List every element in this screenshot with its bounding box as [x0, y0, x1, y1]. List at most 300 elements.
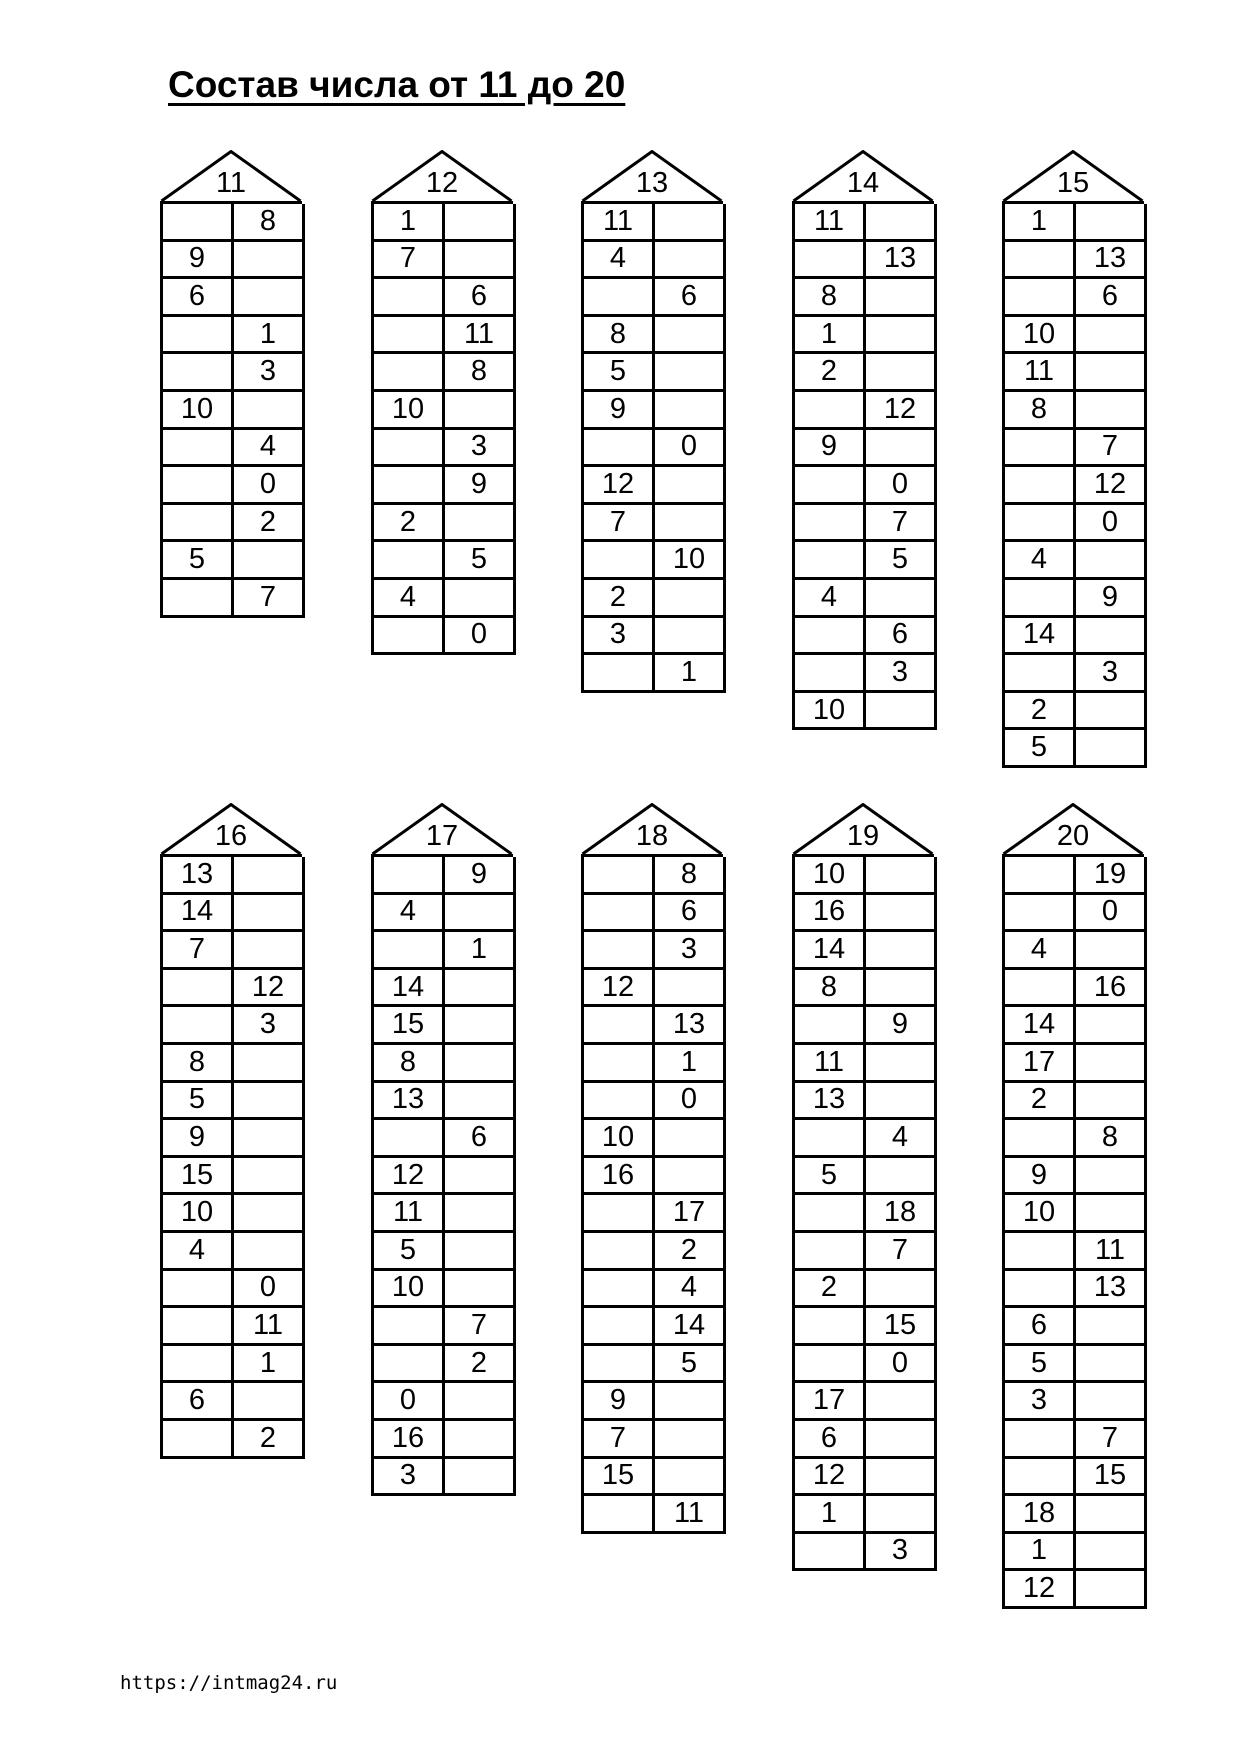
left-cell: 8 — [374, 1045, 445, 1083]
right-cell: 6 — [655, 279, 726, 317]
left-cell: 5 — [584, 354, 655, 392]
right-cell: 1 — [655, 655, 726, 693]
right-cell: 13 — [655, 1007, 726, 1045]
house-grid — [581, 201, 723, 693]
left-cell — [795, 505, 866, 543]
right-cell — [234, 1233, 305, 1271]
left-cell: 10 — [1005, 317, 1076, 355]
left-cell — [584, 932, 655, 970]
house-number: 20 — [1056, 820, 1090, 852]
right-cell: 12 — [234, 970, 305, 1008]
right-cell: 3 — [445, 430, 516, 468]
left-cell — [795, 1534, 866, 1572]
right-cell — [445, 895, 516, 933]
house-grid — [1002, 854, 1144, 1609]
left-cell — [163, 1308, 234, 1346]
left-cell — [163, 505, 234, 543]
right-cell: 0 — [1076, 895, 1147, 933]
left-cell: 3 — [374, 1459, 445, 1497]
house-number: 16 — [214, 820, 248, 852]
right-cell: 6 — [866, 618, 937, 656]
right-cell: 0 — [655, 430, 726, 468]
left-cell: 8 — [795, 970, 866, 1008]
left-cell — [374, 467, 445, 505]
right-cell — [1076, 1496, 1147, 1534]
right-cell: 4 — [866, 1120, 937, 1158]
right-cell — [234, 932, 305, 970]
source-url: https://intmag24.ru — [120, 1672, 338, 1694]
left-cell: 7 — [584, 505, 655, 543]
left-cell: 5 — [1005, 1346, 1076, 1384]
right-cell — [445, 1195, 516, 1233]
left-cell — [1005, 655, 1076, 693]
left-cell: 16 — [584, 1158, 655, 1196]
right-cell: 7 — [866, 1233, 937, 1271]
left-cell — [374, 1346, 445, 1384]
left-cell — [1005, 1459, 1076, 1497]
house-roof — [1002, 150, 1144, 202]
right-cell — [655, 970, 726, 1008]
right-cell — [655, 505, 726, 543]
right-cell — [866, 1083, 937, 1121]
right-cell — [866, 1045, 937, 1083]
left-cell: 5 — [795, 1158, 866, 1196]
left-cell: 10 — [374, 392, 445, 430]
left-cell — [795, 1195, 866, 1233]
right-cell — [655, 242, 726, 280]
left-cell: 4 — [1005, 932, 1076, 970]
right-cell — [655, 1120, 726, 1158]
left-cell: 15 — [374, 1007, 445, 1045]
house-roof — [581, 803, 723, 855]
house-grid — [792, 201, 934, 730]
left-cell — [795, 618, 866, 656]
right-cell: 19 — [1076, 857, 1147, 895]
right-cell — [655, 392, 726, 430]
left-cell — [795, 542, 866, 580]
left-cell — [374, 618, 445, 656]
right-cell — [445, 580, 516, 618]
right-cell: 3 — [866, 655, 937, 693]
right-cell: 6 — [1076, 279, 1147, 317]
left-cell: 2 — [1005, 1083, 1076, 1121]
left-cell: 10 — [163, 1195, 234, 1233]
left-cell — [374, 932, 445, 970]
right-cell: 13 — [1076, 242, 1147, 280]
left-cell: 4 — [795, 580, 866, 618]
left-cell — [1005, 895, 1076, 933]
left-cell: 4 — [374, 580, 445, 618]
right-cell: 5 — [866, 542, 937, 580]
house-number: 19 — [846, 820, 880, 852]
left-cell: 6 — [163, 1383, 234, 1421]
right-cell: 1 — [234, 317, 305, 355]
house-grid — [581, 854, 723, 1534]
left-cell — [584, 1233, 655, 1271]
left-cell: 11 — [795, 204, 866, 242]
left-cell: 4 — [374, 895, 445, 933]
right-cell — [655, 317, 726, 355]
left-cell: 6 — [163, 279, 234, 317]
left-cell — [795, 1233, 866, 1271]
number-house — [792, 150, 934, 730]
right-cell — [445, 392, 516, 430]
right-cell — [866, 354, 937, 392]
right-cell — [234, 392, 305, 430]
right-cell: 7 — [234, 580, 305, 618]
left-cell — [795, 392, 866, 430]
left-cell — [163, 430, 234, 468]
right-cell: 11 — [655, 1496, 726, 1534]
left-cell — [795, 1346, 866, 1384]
right-cell — [1076, 204, 1147, 242]
left-cell: 11 — [1005, 354, 1076, 392]
left-cell: 8 — [1005, 392, 1076, 430]
house-grid — [160, 201, 302, 618]
right-cell — [234, 1195, 305, 1233]
right-cell — [445, 1007, 516, 1045]
right-cell — [1076, 1007, 1147, 1045]
right-cell — [445, 1233, 516, 1271]
right-cell: 8 — [445, 354, 516, 392]
left-cell — [374, 1308, 445, 1346]
left-cell: 10 — [795, 693, 866, 731]
right-cell: 15 — [1076, 1459, 1147, 1497]
left-cell: 17 — [1005, 1045, 1076, 1083]
right-cell: 9 — [866, 1007, 937, 1045]
right-cell: 2 — [234, 505, 305, 543]
right-cell — [866, 895, 937, 933]
left-cell — [584, 430, 655, 468]
right-cell: 10 — [655, 542, 726, 580]
right-cell: 9 — [445, 467, 516, 505]
right-cell: 17 — [655, 1195, 726, 1233]
right-cell: 0 — [866, 467, 937, 505]
left-cell: 9 — [163, 242, 234, 280]
right-cell: 0 — [445, 618, 516, 656]
left-cell — [1005, 1233, 1076, 1271]
right-cell — [445, 1158, 516, 1196]
left-cell: 14 — [1005, 1007, 1076, 1045]
right-cell: 9 — [445, 857, 516, 895]
left-cell: 11 — [795, 1045, 866, 1083]
left-cell: 4 — [163, 1233, 234, 1271]
right-cell: 7 — [866, 505, 937, 543]
left-cell — [584, 1271, 655, 1309]
number-house — [1002, 803, 1144, 1609]
right-cell — [655, 354, 726, 392]
left-cell: 12 — [795, 1459, 866, 1497]
left-cell — [1005, 970, 1076, 1008]
right-cell — [1076, 1083, 1147, 1121]
left-cell: 9 — [1005, 1158, 1076, 1196]
left-cell — [584, 542, 655, 580]
left-cell — [1005, 505, 1076, 543]
right-cell — [866, 430, 937, 468]
right-cell: 13 — [1076, 1271, 1147, 1309]
left-cell: 11 — [584, 204, 655, 242]
left-cell: 2 — [374, 505, 445, 543]
left-cell — [1005, 580, 1076, 618]
left-cell: 17 — [795, 1383, 866, 1421]
right-cell — [445, 1421, 516, 1459]
right-cell — [655, 1383, 726, 1421]
right-cell — [445, 204, 516, 242]
right-cell — [234, 1158, 305, 1196]
house-roof — [792, 803, 934, 855]
right-cell: 2 — [655, 1233, 726, 1271]
house-number: 17 — [425, 820, 459, 852]
left-cell — [374, 430, 445, 468]
left-cell — [374, 354, 445, 392]
left-cell: 2 — [1005, 693, 1076, 731]
right-cell: 1 — [234, 1346, 305, 1384]
right-cell — [866, 1383, 937, 1421]
left-cell — [795, 467, 866, 505]
left-cell: 10 — [795, 857, 866, 895]
right-cell — [655, 467, 726, 505]
right-cell — [234, 542, 305, 580]
right-cell: 3 — [234, 354, 305, 392]
right-cell: 7 — [445, 1308, 516, 1346]
right-cell — [234, 1383, 305, 1421]
left-cell: 1 — [1005, 204, 1076, 242]
page-title: Состав числа от 11 до 20 — [168, 64, 626, 105]
left-cell — [1005, 430, 1076, 468]
right-cell — [1076, 932, 1147, 970]
right-cell — [445, 1271, 516, 1309]
right-cell — [1076, 354, 1147, 392]
left-cell — [374, 542, 445, 580]
house-grid — [792, 854, 934, 1571]
number-house — [160, 150, 302, 618]
house-number: 11 — [215, 167, 247, 199]
house-number: 15 — [1056, 167, 1090, 199]
left-cell — [795, 1007, 866, 1045]
left-cell — [163, 1421, 234, 1459]
right-cell — [655, 204, 726, 242]
right-cell: 3 — [234, 1007, 305, 1045]
right-cell: 2 — [445, 1346, 516, 1384]
left-cell: 18 — [1005, 1496, 1076, 1534]
left-cell: 4 — [1005, 542, 1076, 580]
left-cell — [163, 580, 234, 618]
right-cell — [1076, 1571, 1147, 1609]
left-cell: 3 — [1005, 1383, 1076, 1421]
right-cell — [655, 618, 726, 656]
right-cell — [445, 242, 516, 280]
left-cell — [584, 1308, 655, 1346]
house-number: 13 — [635, 167, 669, 199]
right-cell — [445, 1045, 516, 1083]
house-roof — [371, 803, 513, 855]
right-cell — [234, 895, 305, 933]
house-grid — [371, 201, 513, 655]
right-cell — [445, 505, 516, 543]
right-cell — [1076, 1346, 1147, 1384]
left-cell: 8 — [795, 279, 866, 317]
left-cell — [584, 1007, 655, 1045]
left-cell — [374, 279, 445, 317]
left-cell — [584, 1083, 655, 1121]
right-cell: 5 — [445, 542, 516, 580]
left-cell — [1005, 242, 1076, 280]
left-cell — [163, 317, 234, 355]
house-roof — [160, 150, 302, 202]
right-cell — [866, 857, 937, 895]
left-cell — [163, 1271, 234, 1309]
left-cell — [163, 354, 234, 392]
right-cell — [1076, 392, 1147, 430]
left-cell: 2 — [795, 354, 866, 392]
left-cell: 15 — [163, 1158, 234, 1196]
right-cell: 11 — [1076, 1233, 1147, 1271]
left-cell — [1005, 467, 1076, 505]
left-cell: 7 — [163, 932, 234, 970]
left-cell — [795, 1120, 866, 1158]
left-cell: 9 — [163, 1120, 234, 1158]
right-cell: 7 — [1076, 430, 1147, 468]
right-cell — [234, 1083, 305, 1121]
left-cell: 7 — [374, 242, 445, 280]
right-cell — [1076, 1308, 1147, 1346]
house-roof — [371, 150, 513, 202]
left-cell — [584, 857, 655, 895]
house-number: 14 — [846, 167, 880, 199]
left-cell — [584, 895, 655, 933]
right-cell — [445, 1459, 516, 1497]
right-cell — [866, 970, 937, 1008]
house-roof — [792, 150, 934, 202]
left-cell — [1005, 279, 1076, 317]
right-cell: 1 — [655, 1045, 726, 1083]
number-house — [371, 803, 513, 1496]
left-cell: 14 — [1005, 618, 1076, 656]
left-cell: 9 — [584, 392, 655, 430]
right-cell — [866, 580, 937, 618]
right-cell: 8 — [1076, 1120, 1147, 1158]
left-cell: 13 — [374, 1083, 445, 1121]
right-cell: 0 — [1076, 505, 1147, 543]
right-cell: 6 — [655, 895, 726, 933]
left-cell: 8 — [163, 1045, 234, 1083]
left-cell: 6 — [1005, 1308, 1076, 1346]
right-cell: 1 — [445, 932, 516, 970]
left-cell: 8 — [584, 317, 655, 355]
left-cell: 12 — [1005, 1571, 1076, 1609]
left-cell: 1 — [795, 1496, 866, 1534]
left-cell: 3 — [584, 618, 655, 656]
left-cell — [163, 204, 234, 242]
house-roof — [160, 803, 302, 855]
left-cell: 2 — [584, 580, 655, 618]
right-cell — [234, 1120, 305, 1158]
left-cell — [584, 279, 655, 317]
left-cell: 14 — [795, 932, 866, 970]
right-cell — [866, 693, 937, 731]
left-cell — [1005, 1421, 1076, 1459]
right-cell — [1076, 317, 1147, 355]
left-cell: 10 — [374, 1271, 445, 1309]
right-cell: 12 — [866, 392, 937, 430]
right-cell — [655, 1421, 726, 1459]
number-house — [160, 803, 302, 1459]
left-cell: 10 — [584, 1120, 655, 1158]
right-cell — [866, 932, 937, 970]
right-cell — [1076, 1045, 1147, 1083]
right-cell — [866, 1271, 937, 1309]
right-cell — [866, 1459, 937, 1497]
left-cell: 7 — [584, 1421, 655, 1459]
left-cell — [374, 317, 445, 355]
right-cell — [866, 279, 937, 317]
number-house — [581, 150, 723, 693]
number-house — [581, 803, 723, 1534]
left-cell: 15 — [584, 1459, 655, 1497]
left-cell: 4 — [584, 242, 655, 280]
right-cell — [234, 857, 305, 895]
right-cell — [655, 1459, 726, 1497]
left-cell: 5 — [1005, 730, 1076, 768]
left-cell — [163, 1346, 234, 1384]
left-cell — [1005, 1271, 1076, 1309]
number-house — [371, 150, 513, 655]
house-roof — [581, 150, 723, 202]
left-cell: 12 — [374, 1158, 445, 1196]
right-cell: 13 — [866, 242, 937, 280]
right-cell — [1076, 1383, 1147, 1421]
right-cell: 3 — [866, 1534, 937, 1572]
left-cell — [163, 1007, 234, 1045]
left-cell: 9 — [795, 430, 866, 468]
right-cell: 7 — [1076, 1421, 1147, 1459]
left-cell: 14 — [163, 895, 234, 933]
right-cell: 11 — [234, 1308, 305, 1346]
right-cell — [445, 970, 516, 1008]
right-cell: 4 — [655, 1271, 726, 1309]
right-cell — [655, 580, 726, 618]
left-cell: 1 — [795, 317, 866, 355]
left-cell: 5 — [374, 1233, 445, 1271]
right-cell: 0 — [866, 1346, 937, 1384]
right-cell — [1076, 542, 1147, 580]
right-cell: 5 — [655, 1346, 726, 1384]
left-cell — [1005, 1120, 1076, 1158]
number-house — [1002, 150, 1144, 768]
left-cell — [163, 970, 234, 1008]
left-cell: 0 — [374, 1383, 445, 1421]
house-grid — [1002, 201, 1144, 768]
right-cell: 4 — [234, 430, 305, 468]
right-cell — [1076, 693, 1147, 731]
right-cell — [866, 1496, 937, 1534]
right-cell: 16 — [1076, 970, 1147, 1008]
left-cell — [795, 242, 866, 280]
left-cell: 1 — [374, 204, 445, 242]
left-cell: 5 — [163, 542, 234, 580]
left-cell: 2 — [795, 1271, 866, 1309]
right-cell — [866, 1421, 937, 1459]
left-cell — [374, 857, 445, 895]
right-cell: 18 — [866, 1195, 937, 1233]
right-cell — [445, 1383, 516, 1421]
left-cell: 10 — [1005, 1195, 1076, 1233]
house-number: 18 — [635, 820, 669, 852]
right-cell: 9 — [1076, 580, 1147, 618]
right-cell: 3 — [655, 932, 726, 970]
left-cell — [1005, 857, 1076, 895]
right-cell: 8 — [234, 204, 305, 242]
